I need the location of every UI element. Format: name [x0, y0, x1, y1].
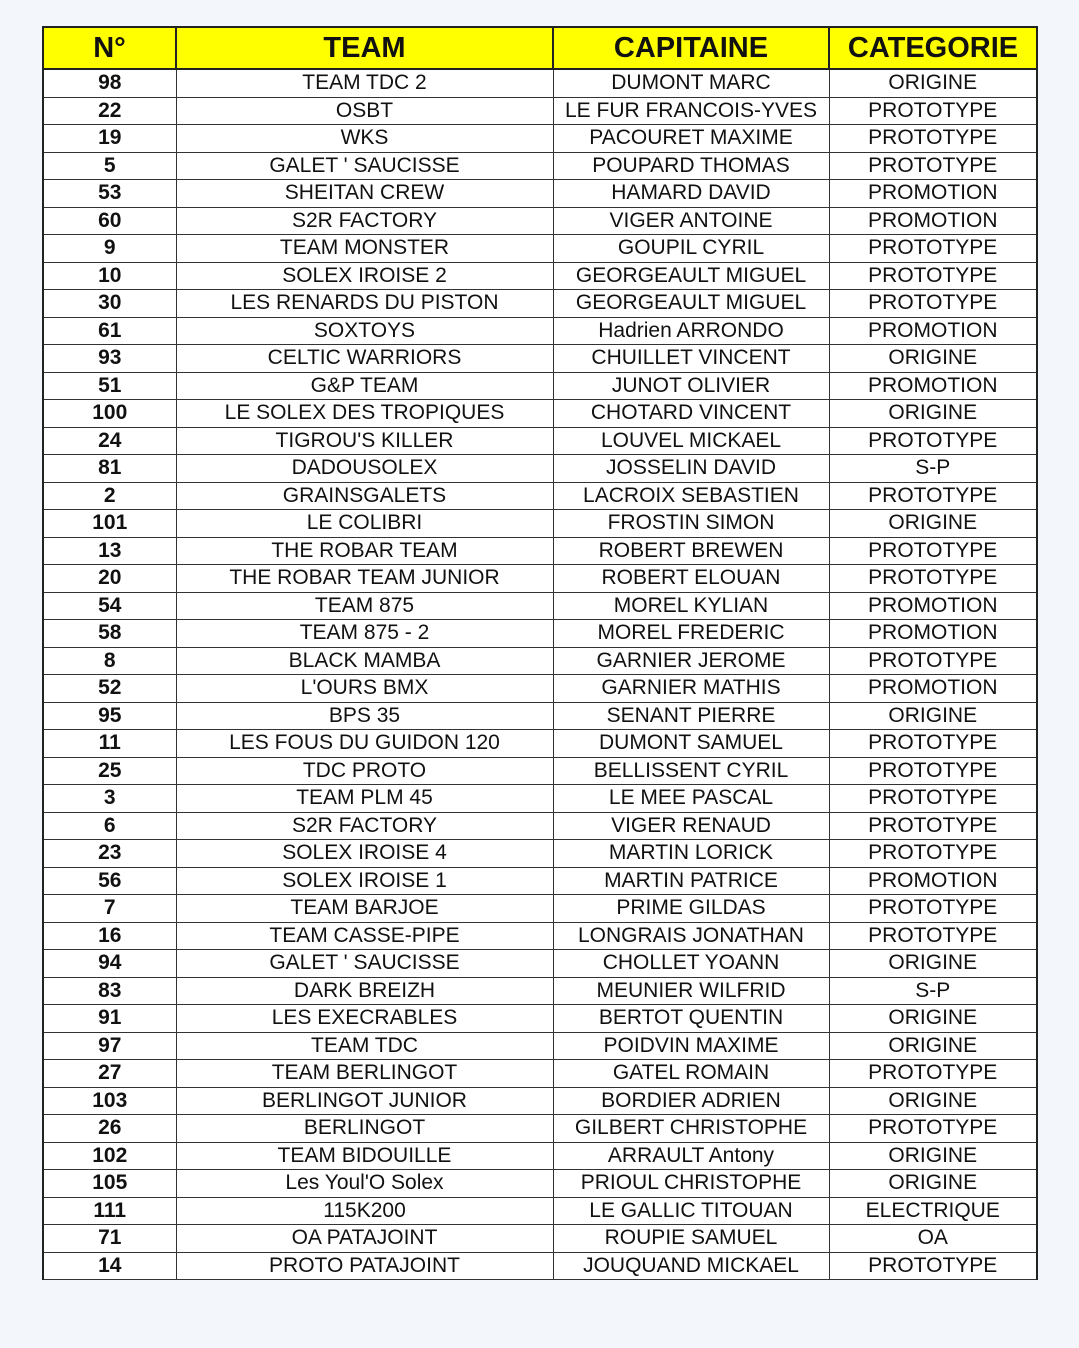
header-categorie: CATEGORIE — [829, 27, 1037, 69]
table-row — [43, 1032, 1037, 1060]
row-team: 115K200 — [176, 1197, 553, 1225]
row-categorie: PROMOTION — [829, 372, 1037, 400]
row-categorie: ORIGINE — [829, 69, 1037, 97]
row-number: 16 — [43, 922, 176, 950]
row-categorie: PROTOTYPE — [829, 97, 1037, 125]
row-categorie: ORIGINE — [829, 1087, 1037, 1115]
row-capitaine: GOUPIL CYRIL — [553, 235, 829, 263]
row-capitaine: ARRAULT Antony — [553, 1142, 829, 1170]
table-row — [43, 537, 1037, 565]
row-capitaine: PACOURET MAXIME — [553, 125, 829, 153]
row-team: TIGROU'S KILLER — [176, 427, 553, 455]
row-team: TEAM BARJOE — [176, 895, 553, 923]
row-capitaine: PRIOUL CHRISTOPHE — [553, 1170, 829, 1198]
row-number: 10 — [43, 262, 176, 290]
row-team: GRAINSGALETS — [176, 482, 553, 510]
row-team: TEAM BERLINGOT — [176, 1060, 553, 1088]
table-row — [43, 482, 1037, 510]
row-team: S2R FACTORY — [176, 207, 553, 235]
row-capitaine: GEORGEAULT MIGUEL — [553, 290, 829, 318]
row-number: 7 — [43, 895, 176, 923]
row-capitaine: LE GALLIC TITOUAN — [553, 1197, 829, 1225]
table-row — [43, 345, 1037, 373]
table-row — [43, 895, 1037, 923]
row-team: GALET ' SAUCISSE — [176, 152, 553, 180]
row-number: 52 — [43, 675, 176, 703]
row-categorie: PROMOTION — [829, 867, 1037, 895]
row-team: SOLEX IROISE 4 — [176, 840, 553, 868]
row-number: 101 — [43, 510, 176, 538]
row-team: LES EXECRABLES — [176, 1005, 553, 1033]
row-number: 8 — [43, 647, 176, 675]
table-row — [43, 290, 1037, 318]
row-team: THE ROBAR TEAM JUNIOR — [176, 565, 553, 593]
table-row — [43, 69, 1037, 97]
row-team: TEAM MONSTER — [176, 235, 553, 263]
row-categorie: PROMOTION — [829, 207, 1037, 235]
row-number: 54 — [43, 592, 176, 620]
row-number: 30 — [43, 290, 176, 318]
table-row — [43, 400, 1037, 428]
row-number: 14 — [43, 1252, 176, 1280]
row-capitaine: CHOTARD VINCENT — [553, 400, 829, 428]
row-capitaine: JOSSELIN DAVID — [553, 455, 829, 483]
row-capitaine: ROUPIE SAMUEL — [553, 1225, 829, 1253]
row-categorie: PROMOTION — [829, 180, 1037, 208]
row-categorie: PROTOTYPE — [829, 647, 1037, 675]
row-categorie: ELECTRIQUE — [829, 1197, 1037, 1225]
row-team: SOXTOYS — [176, 317, 553, 345]
table-row — [43, 180, 1037, 208]
table-row — [43, 675, 1037, 703]
row-team: LE SOLEX DES TROPIQUES — [176, 400, 553, 428]
row-number: 105 — [43, 1170, 176, 1198]
row-team: OSBT — [176, 97, 553, 125]
row-team: TEAM CASSE-PIPE — [176, 922, 553, 950]
row-number: 20 — [43, 565, 176, 593]
row-number: 58 — [43, 620, 176, 648]
row-team: THE ROBAR TEAM — [176, 537, 553, 565]
row-capitaine: DUMONT MARC — [553, 69, 829, 97]
row-team: BERLINGOT — [176, 1115, 553, 1143]
table-row — [43, 152, 1037, 180]
table-row — [43, 372, 1037, 400]
row-team: LES RENARDS DU PISTON — [176, 290, 553, 318]
row-categorie: ORIGINE — [829, 510, 1037, 538]
row-team: DARK BREIZH — [176, 977, 553, 1005]
row-number: 83 — [43, 977, 176, 1005]
row-categorie: ORIGINE — [829, 1005, 1037, 1033]
table-row — [43, 620, 1037, 648]
row-team: TEAM 875 - 2 — [176, 620, 553, 648]
table-row — [43, 565, 1037, 593]
table-row — [43, 1142, 1037, 1170]
row-capitaine: CHUILLET VINCENT — [553, 345, 829, 373]
row-categorie: ORIGINE — [829, 1170, 1037, 1198]
table-row — [43, 427, 1037, 455]
row-team: WKS — [176, 125, 553, 153]
row-categorie: PROTOTYPE — [829, 1252, 1037, 1280]
row-categorie: PROTOTYPE — [829, 537, 1037, 565]
row-number: 111 — [43, 1197, 176, 1225]
row-categorie: PROTOTYPE — [829, 785, 1037, 813]
row-number: 71 — [43, 1225, 176, 1253]
table-row — [43, 1087, 1037, 1115]
row-capitaine: LE FUR FRANCOIS-YVES — [553, 97, 829, 125]
row-team: TDC PROTO — [176, 757, 553, 785]
row-categorie: PROTOTYPE — [829, 152, 1037, 180]
table-row — [43, 235, 1037, 263]
row-categorie: PROTOTYPE — [829, 565, 1037, 593]
row-capitaine: LONGRAIS JONATHAN — [553, 922, 829, 950]
row-categorie: PROTOTYPE — [829, 895, 1037, 923]
row-number: 27 — [43, 1060, 176, 1088]
row-team: BLACK MAMBA — [176, 647, 553, 675]
row-categorie: ORIGINE — [829, 400, 1037, 428]
table-row — [43, 647, 1037, 675]
row-number: 13 — [43, 537, 176, 565]
row-number: 91 — [43, 1005, 176, 1033]
table-row — [43, 702, 1037, 730]
row-capitaine: GILBERT CHRISTOPHE — [553, 1115, 829, 1143]
row-categorie: PROMOTION — [829, 317, 1037, 345]
table-row — [43, 207, 1037, 235]
table-row — [43, 867, 1037, 895]
table-row — [43, 262, 1037, 290]
table-row — [43, 1225, 1037, 1253]
team-table — [42, 26, 1038, 1280]
row-categorie: PROTOTYPE — [829, 812, 1037, 840]
row-number: 5 — [43, 152, 176, 180]
row-categorie: OA — [829, 1225, 1037, 1253]
row-capitaine: MARTIN LORICK — [553, 840, 829, 868]
row-number: 56 — [43, 867, 176, 895]
row-categorie: PROTOTYPE — [829, 235, 1037, 263]
table-row — [43, 1005, 1037, 1033]
row-categorie: PROTOTYPE — [829, 1115, 1037, 1143]
row-capitaine: MOREL FREDERIC — [553, 620, 829, 648]
row-capitaine: BERTOT QUENTIN — [553, 1005, 829, 1033]
row-number: 51 — [43, 372, 176, 400]
table-row — [43, 592, 1037, 620]
row-number: 19 — [43, 125, 176, 153]
row-capitaine: BORDIER ADRIEN — [553, 1087, 829, 1115]
row-number: 3 — [43, 785, 176, 813]
row-number: 11 — [43, 730, 176, 758]
row-categorie: PROTOTYPE — [829, 427, 1037, 455]
table-row — [43, 97, 1037, 125]
row-categorie: ORIGINE — [829, 702, 1037, 730]
table-row — [43, 125, 1037, 153]
row-capitaine: JOUQUAND MICKAEL — [553, 1252, 829, 1280]
row-team: TEAM 875 — [176, 592, 553, 620]
table-row — [43, 977, 1037, 1005]
row-team: SHEITAN CREW — [176, 180, 553, 208]
row-team: TEAM TDC — [176, 1032, 553, 1060]
row-number: 53 — [43, 180, 176, 208]
row-team: TEAM TDC 2 — [176, 69, 553, 97]
row-number: 100 — [43, 400, 176, 428]
row-number: 25 — [43, 757, 176, 785]
header-row — [43, 27, 1037, 69]
row-categorie: PROTOTYPE — [829, 482, 1037, 510]
row-categorie: PROTOTYPE — [829, 757, 1037, 785]
row-number: 60 — [43, 207, 176, 235]
row-capitaine: LACROIX SEBASTIEN — [553, 482, 829, 510]
header-capitaine: CAPITAINE — [553, 27, 829, 69]
table-row — [43, 510, 1037, 538]
row-team: DADOUSOLEX — [176, 455, 553, 483]
row-capitaine: Hadrien ARRONDO — [553, 317, 829, 345]
row-categorie: PROMOTION — [829, 592, 1037, 620]
table-row — [43, 1252, 1037, 1280]
row-number: 95 — [43, 702, 176, 730]
table-row — [43, 812, 1037, 840]
row-team: OA PATAJOINT — [176, 1225, 553, 1253]
row-team: LE COLIBRI — [176, 510, 553, 538]
row-capitaine: GATEL ROMAIN — [553, 1060, 829, 1088]
row-capitaine: BELLISSENT CYRIL — [553, 757, 829, 785]
row-team: BPS 35 — [176, 702, 553, 730]
row-team: G&P TEAM — [176, 372, 553, 400]
row-capitaine: LOUVEL MICKAEL — [553, 427, 829, 455]
table-row — [43, 1115, 1037, 1143]
row-team: BERLINGOT JUNIOR — [176, 1087, 553, 1115]
row-capitaine: POUPARD THOMAS — [553, 152, 829, 180]
row-number: 9 — [43, 235, 176, 263]
row-team: SOLEX IROISE 1 — [176, 867, 553, 895]
row-categorie: PROMOTION — [829, 675, 1037, 703]
row-capitaine: GEORGEAULT MIGUEL — [553, 262, 829, 290]
row-number: 61 — [43, 317, 176, 345]
table-row — [43, 1197, 1037, 1225]
row-capitaine: MEUNIER WILFRID — [553, 977, 829, 1005]
row-capitaine: PRIME GILDAS — [553, 895, 829, 923]
row-capitaine: GARNIER JEROME — [553, 647, 829, 675]
row-capitaine: ROBERT ELOUAN — [553, 565, 829, 593]
row-team: TEAM BIDOUILLE — [176, 1142, 553, 1170]
row-capitaine: MOREL KYLIAN — [553, 592, 829, 620]
row-team: Les Youl'O Solex — [176, 1170, 553, 1198]
row-number: 94 — [43, 950, 176, 978]
row-number: 22 — [43, 97, 176, 125]
row-capitaine: DUMONT SAMUEL — [553, 730, 829, 758]
row-team: L'OURS BMX — [176, 675, 553, 703]
row-capitaine: LE MEE PASCAL — [553, 785, 829, 813]
table-row — [43, 1170, 1037, 1198]
row-capitaine: FROSTIN SIMON — [553, 510, 829, 538]
table-row — [43, 840, 1037, 868]
table-row — [43, 455, 1037, 483]
row-number: 26 — [43, 1115, 176, 1143]
row-team: S2R FACTORY — [176, 812, 553, 840]
row-categorie: ORIGINE — [829, 345, 1037, 373]
row-capitaine: CHOLLET YOANN — [553, 950, 829, 978]
table-row — [43, 922, 1037, 950]
row-team: PROTO PATAJOINT — [176, 1252, 553, 1280]
row-categorie: PROTOTYPE — [829, 840, 1037, 868]
row-categorie: S-P — [829, 455, 1037, 483]
row-capitaine: JUNOT OLIVIER — [553, 372, 829, 400]
row-categorie: PROTOTYPE — [829, 262, 1037, 290]
header-team: TEAM — [176, 27, 553, 69]
row-categorie: ORIGINE — [829, 950, 1037, 978]
table-row — [43, 317, 1037, 345]
row-number: 2 — [43, 482, 176, 510]
team-list-sheet — [42, 26, 1036, 1280]
table-row — [43, 757, 1037, 785]
row-team: LES FOUS DU GUIDON 120 — [176, 730, 553, 758]
row-categorie: PROTOTYPE — [829, 730, 1037, 758]
row-categorie: ORIGINE — [829, 1032, 1037, 1060]
row-capitaine: VIGER ANTOINE — [553, 207, 829, 235]
row-capitaine: POIDVIN MAXIME — [553, 1032, 829, 1060]
row-capitaine: SENANT PIERRE — [553, 702, 829, 730]
header-number: N° — [43, 27, 176, 69]
row-number: 24 — [43, 427, 176, 455]
row-number: 23 — [43, 840, 176, 868]
row-team: SOLEX IROISE 2 — [176, 262, 553, 290]
row-categorie: PROTOTYPE — [829, 125, 1037, 153]
row-team: TEAM PLM 45 — [176, 785, 553, 813]
row-number: 6 — [43, 812, 176, 840]
table-body — [43, 69, 1037, 1280]
row-team: GALET ' SAUCISSE — [176, 950, 553, 978]
row-categorie: PROTOTYPE — [829, 922, 1037, 950]
row-number: 98 — [43, 69, 176, 97]
row-capitaine: GARNIER MATHIS — [553, 675, 829, 703]
row-categorie: PROTOTYPE — [829, 1060, 1037, 1088]
row-number: 81 — [43, 455, 176, 483]
row-capitaine: ROBERT BREWEN — [553, 537, 829, 565]
row-categorie: S-P — [829, 977, 1037, 1005]
row-categorie: ORIGINE — [829, 1142, 1037, 1170]
row-capitaine: MARTIN PATRICE — [553, 867, 829, 895]
row-capitaine: VIGER RENAUD — [553, 812, 829, 840]
row-team: CELTIC WARRIORS — [176, 345, 553, 373]
row-categorie: PROMOTION — [829, 620, 1037, 648]
row-number: 93 — [43, 345, 176, 373]
row-number: 102 — [43, 1142, 176, 1170]
table-row — [43, 950, 1037, 978]
row-categorie: PROTOTYPE — [829, 290, 1037, 318]
table-row — [43, 730, 1037, 758]
table-row — [43, 1060, 1037, 1088]
row-capitaine: HAMARD DAVID — [553, 180, 829, 208]
row-number: 103 — [43, 1087, 176, 1115]
row-number: 97 — [43, 1032, 176, 1060]
table-row — [43, 785, 1037, 813]
